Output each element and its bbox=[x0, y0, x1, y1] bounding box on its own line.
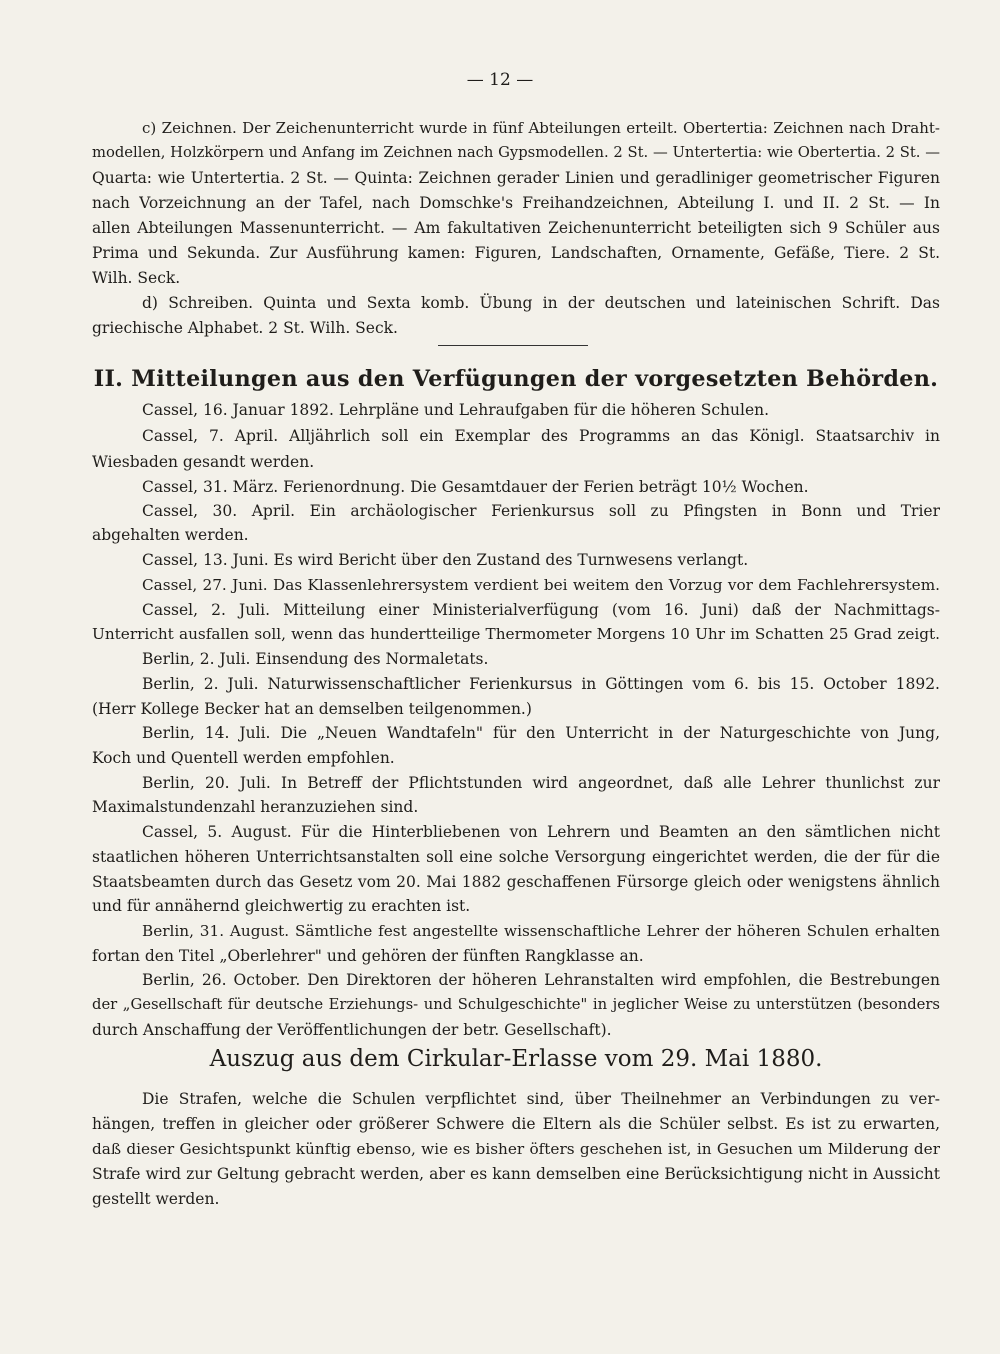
text-line: Prima und Sekunda. Zur Ausführung kamen: Figuren, Landschaften, Ornamente, Gefäße, Tiere. 2 St. bbox=[92, 244, 940, 262]
text-line: Cassel, 30. April. Ein archäologischer Ferienkursus soll zu Pfingsten in Bonn und Trier bbox=[142, 502, 940, 520]
text-line: Cassel, 7. April. Alljährlich soll ein Exemplar des Programms an das Königl. Staatsarchiv in bbox=[142, 427, 940, 445]
text-line: Berlin, 2. Juli. Naturwissenschaftlicher Ferienkursus in Göttingen vom 6. bis 15. October 1892. bbox=[142, 675, 940, 693]
text-line: staatlichen höheren Unterrichtsanstalten soll eine solche Versorgung eingerichtet werden, die der für die bbox=[92, 848, 940, 866]
text-line: der „Gesellschaft für deutsche Erziehungs- und Schulgeschichte" in jeglicher Weise zu unterstützen (besonders bbox=[92, 996, 940, 1013]
text-line: durch Anschaffung der Veröffentlichungen der betr. Gesellschaft). bbox=[92, 1021, 612, 1039]
signature-line: Wilh. Seck. bbox=[92, 269, 181, 287]
text-line: d) Schreiben. Quinta und Sexta komb. Übung in der deutschen und lateinischen Schrift. Das bbox=[142, 294, 940, 312]
text-line: abgehalten werden. bbox=[92, 526, 249, 544]
text-line: und für annähernd gleichwertig zu erachten ist. bbox=[92, 897, 471, 915]
text-line: Wiesbaden gesandt werden. bbox=[92, 453, 315, 471]
page-number: — 12 — bbox=[466, 70, 534, 90]
text-line: (Herr Kollege Becker hat an demselben teilgenommen.) bbox=[92, 700, 532, 718]
section-heading: II. Mitteilungen aus den Verfügungen der vorgesetzten Behörden. bbox=[93, 366, 939, 392]
text-line: modellen, Holzkörpern und Anfang im Zeichnen nach Gypsmodellen. 2 St. — Untertertia: wie Obertertia. 2 St. — bbox=[92, 144, 940, 161]
text-line: gestellt werden. bbox=[92, 1190, 220, 1208]
text-line: Die Strafen, welche die Schulen verpflichtet sind, über Theilnehmer an Verbindungen zu ver- bbox=[142, 1090, 940, 1108]
text-line: Maximalstundenzahl heranzuziehen sind. bbox=[92, 798, 419, 816]
text-line: Staatsbeamten durch das Gesetz vom 20. Mai 1882 geschaffenen Fürsorge gleich oder wenigstens ähnlich bbox=[92, 873, 940, 891]
text-line: Unterricht ausfallen soll, wenn das hundertteilige Thermometer Morgens 10 Uhr im Schatten 25 Grad zeigt. bbox=[92, 625, 940, 643]
text-line: Berlin, 26. October. Den Direktoren der höheren Lehranstalten wird empfohlen, die Bestrebungen bbox=[142, 971, 940, 989]
text-line: allen Abteilungen Massenunterricht. — Am fakultativen Zeichenunterricht beteiligten sich 9 Schüler aus bbox=[92, 219, 940, 237]
text-line: nach Vorzeichnung an der Tafel, nach Domschke's Freihandzeichnen, Abteilung I. und II. 2 St. — In bbox=[92, 194, 940, 212]
text-line: Cassel, 27. Juni. Das Klassenlehrersystem verdient bei weitem den Vorzug vor dem Fachlehrersystem. bbox=[142, 576, 940, 594]
text-line: Koch und Quentell werden empfohlen. bbox=[92, 749, 395, 767]
text-line: fortan den Titel „Oberlehrer" und gehören der fünften Rangklasse an. bbox=[92, 947, 644, 965]
text-line: Cassel, 13. Juni. Es wird Bericht über den Zustand des Turnwesens verlangt. bbox=[142, 551, 749, 569]
text-line: Berlin, 14. Juli. Die „Neuen Wandtafeln" für den Unterricht in der Naturgeschichte von Jung, bbox=[142, 724, 940, 742]
text-line: c) Zeichnen. Der Zeichenunterricht wurde in fünf Abteilungen erteilt. Obertertia: Zeichnen nach Draht- bbox=[142, 119, 940, 137]
text-line: Berlin, 2. Juli. Einsendung des Normaletats. bbox=[142, 650, 489, 668]
text-line: Berlin, 31. August. Sämtliche fest angestellte wissenschaftliche Lehrer der höheren Schulen erhalten bbox=[142, 922, 940, 940]
section-divider bbox=[438, 345, 588, 346]
text-line: Berlin, 20. Juli. In Betreff der Pflichtstunden wird angeordnet, daß alle Lehrer thunlichst zur bbox=[142, 774, 940, 792]
text-line: Strafe wird zur Geltung gebracht werden, aber es kann demselben eine Berücksichtigung nicht in Aussicht bbox=[92, 1165, 940, 1183]
section-heading: Auszug aus dem Cirkular-Erlasse vom 29. Mai 1880. bbox=[209, 1046, 823, 1072]
text-line: griechische Alphabet. 2 St. Wilh. Seck. bbox=[92, 319, 398, 337]
text-line: Cassel, 5. August. Für die Hinterbliebenen von Lehrern und Beamten an den sämtlichen nicht bbox=[142, 823, 940, 841]
text-line: Cassel, 2. Juli. Mitteilung einer Ministerialverfügung (vom 16. Juni) daß der Nachmittags- bbox=[142, 601, 940, 619]
text-line: Cassel, 16. Januar 1892. Lehrpläne und Lehraufgaben für die höheren Schulen. bbox=[142, 401, 770, 419]
text-line: Quarta: wie Untertertia. 2 St. — Quinta: Zeichnen gerader Linien und geradliniger geometrischer Figuren bbox=[92, 169, 940, 187]
text-line: Cassel, 31. März. Ferienordnung. Die Gesamtdauer der Ferien beträgt 10½ Wochen. bbox=[142, 478, 809, 496]
text-line: daß dieser Gesichtspunkt künftig ebenso, wie es bisher öfters geschehen ist, in Gesuchen um Milderung der bbox=[92, 1140, 940, 1158]
text-line: hängen, treffen in gleicher oder größerer Schwere die Eltern als die Schüler selbst. Es ist zu erwarten, bbox=[92, 1115, 940, 1133]
